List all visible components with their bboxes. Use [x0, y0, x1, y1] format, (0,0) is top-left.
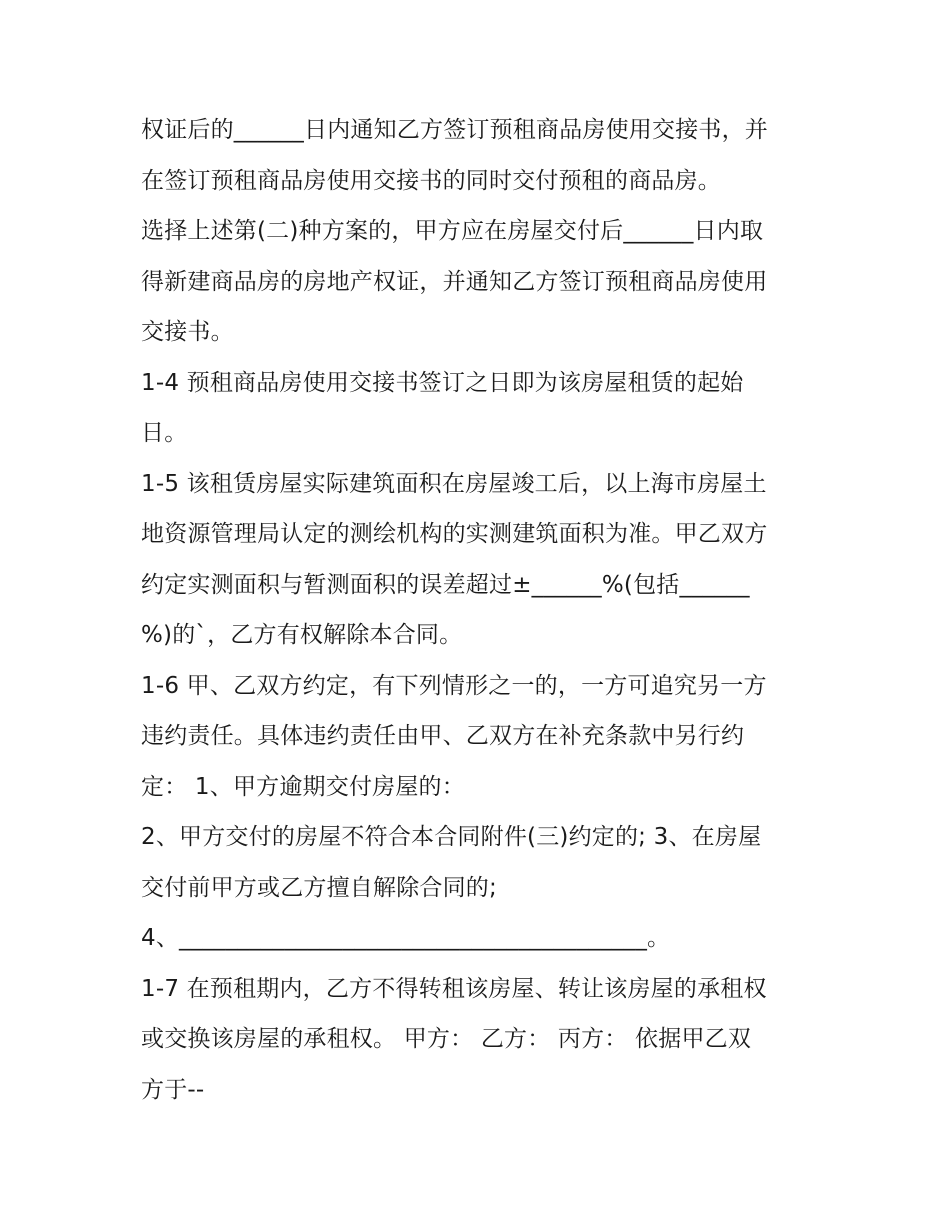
text-line: 交付前甲方或乙方擅自解除合同的;	[141, 874, 497, 901]
text-line: 权证后的______日内通知乙方签订预租商品房使用交接书，并	[141, 117, 768, 143]
clause-1-5: 1-5 该租赁房屋实际建筑面积在房屋竣工后，以上海市房屋土	[141, 470, 767, 497]
text-line: %)的`，乙方有权解除本合同。	[141, 622, 463, 648]
text-line: 4、________________________________________。	[141, 925, 671, 951]
text-line: 得新建商品房的房地产权证，并通知乙方签订预租商品房使用	[141, 268, 768, 295]
text-line: 违约责任。具体违约责任由甲、乙双方在补充条款中另行约	[141, 723, 745, 749]
text-line: 地资源管理局认定的测绘机构的实测建筑面积为准。甲乙双方	[141, 521, 768, 547]
clause-1-6: 1-6 甲、乙双方约定，有下列情形之一的，一方可追究另一方	[141, 672, 767, 699]
clause-1-7: 1-7 在预租期内，乙方不得转租该房屋、转让该房屋的承租权	[141, 975, 767, 1002]
text-line: 日。	[141, 420, 188, 446]
text-line: 2、甲方交付的房屋不符合本合同附件(三)约定的; 3、在房屋	[141, 824, 762, 850]
text-line: 在签订预租商品房使用交接书的同时交付预租的商品房。	[141, 167, 721, 194]
clause-1-4: 1-4 预租商品房使用交接书签订之日即为该房屋租赁的起始	[141, 369, 744, 396]
text-line: 方于--	[141, 1076, 205, 1103]
text-line: 定： 1、甲方逾期交付房屋的：	[141, 773, 465, 800]
document-body	[141, 105, 831, 1115]
text-line: 或交换该房屋的承租权。 甲方： 乙方： 丙方： 依据甲乙双	[141, 1026, 752, 1052]
text-line: 约定实测面积与暂测面积的误差超过±______%(包括______	[141, 571, 750, 598]
text-line: 选择上述第(二)种方案的，甲方应在房屋交付后______日内取	[141, 218, 764, 244]
text-line: 交接书。	[141, 319, 234, 345]
